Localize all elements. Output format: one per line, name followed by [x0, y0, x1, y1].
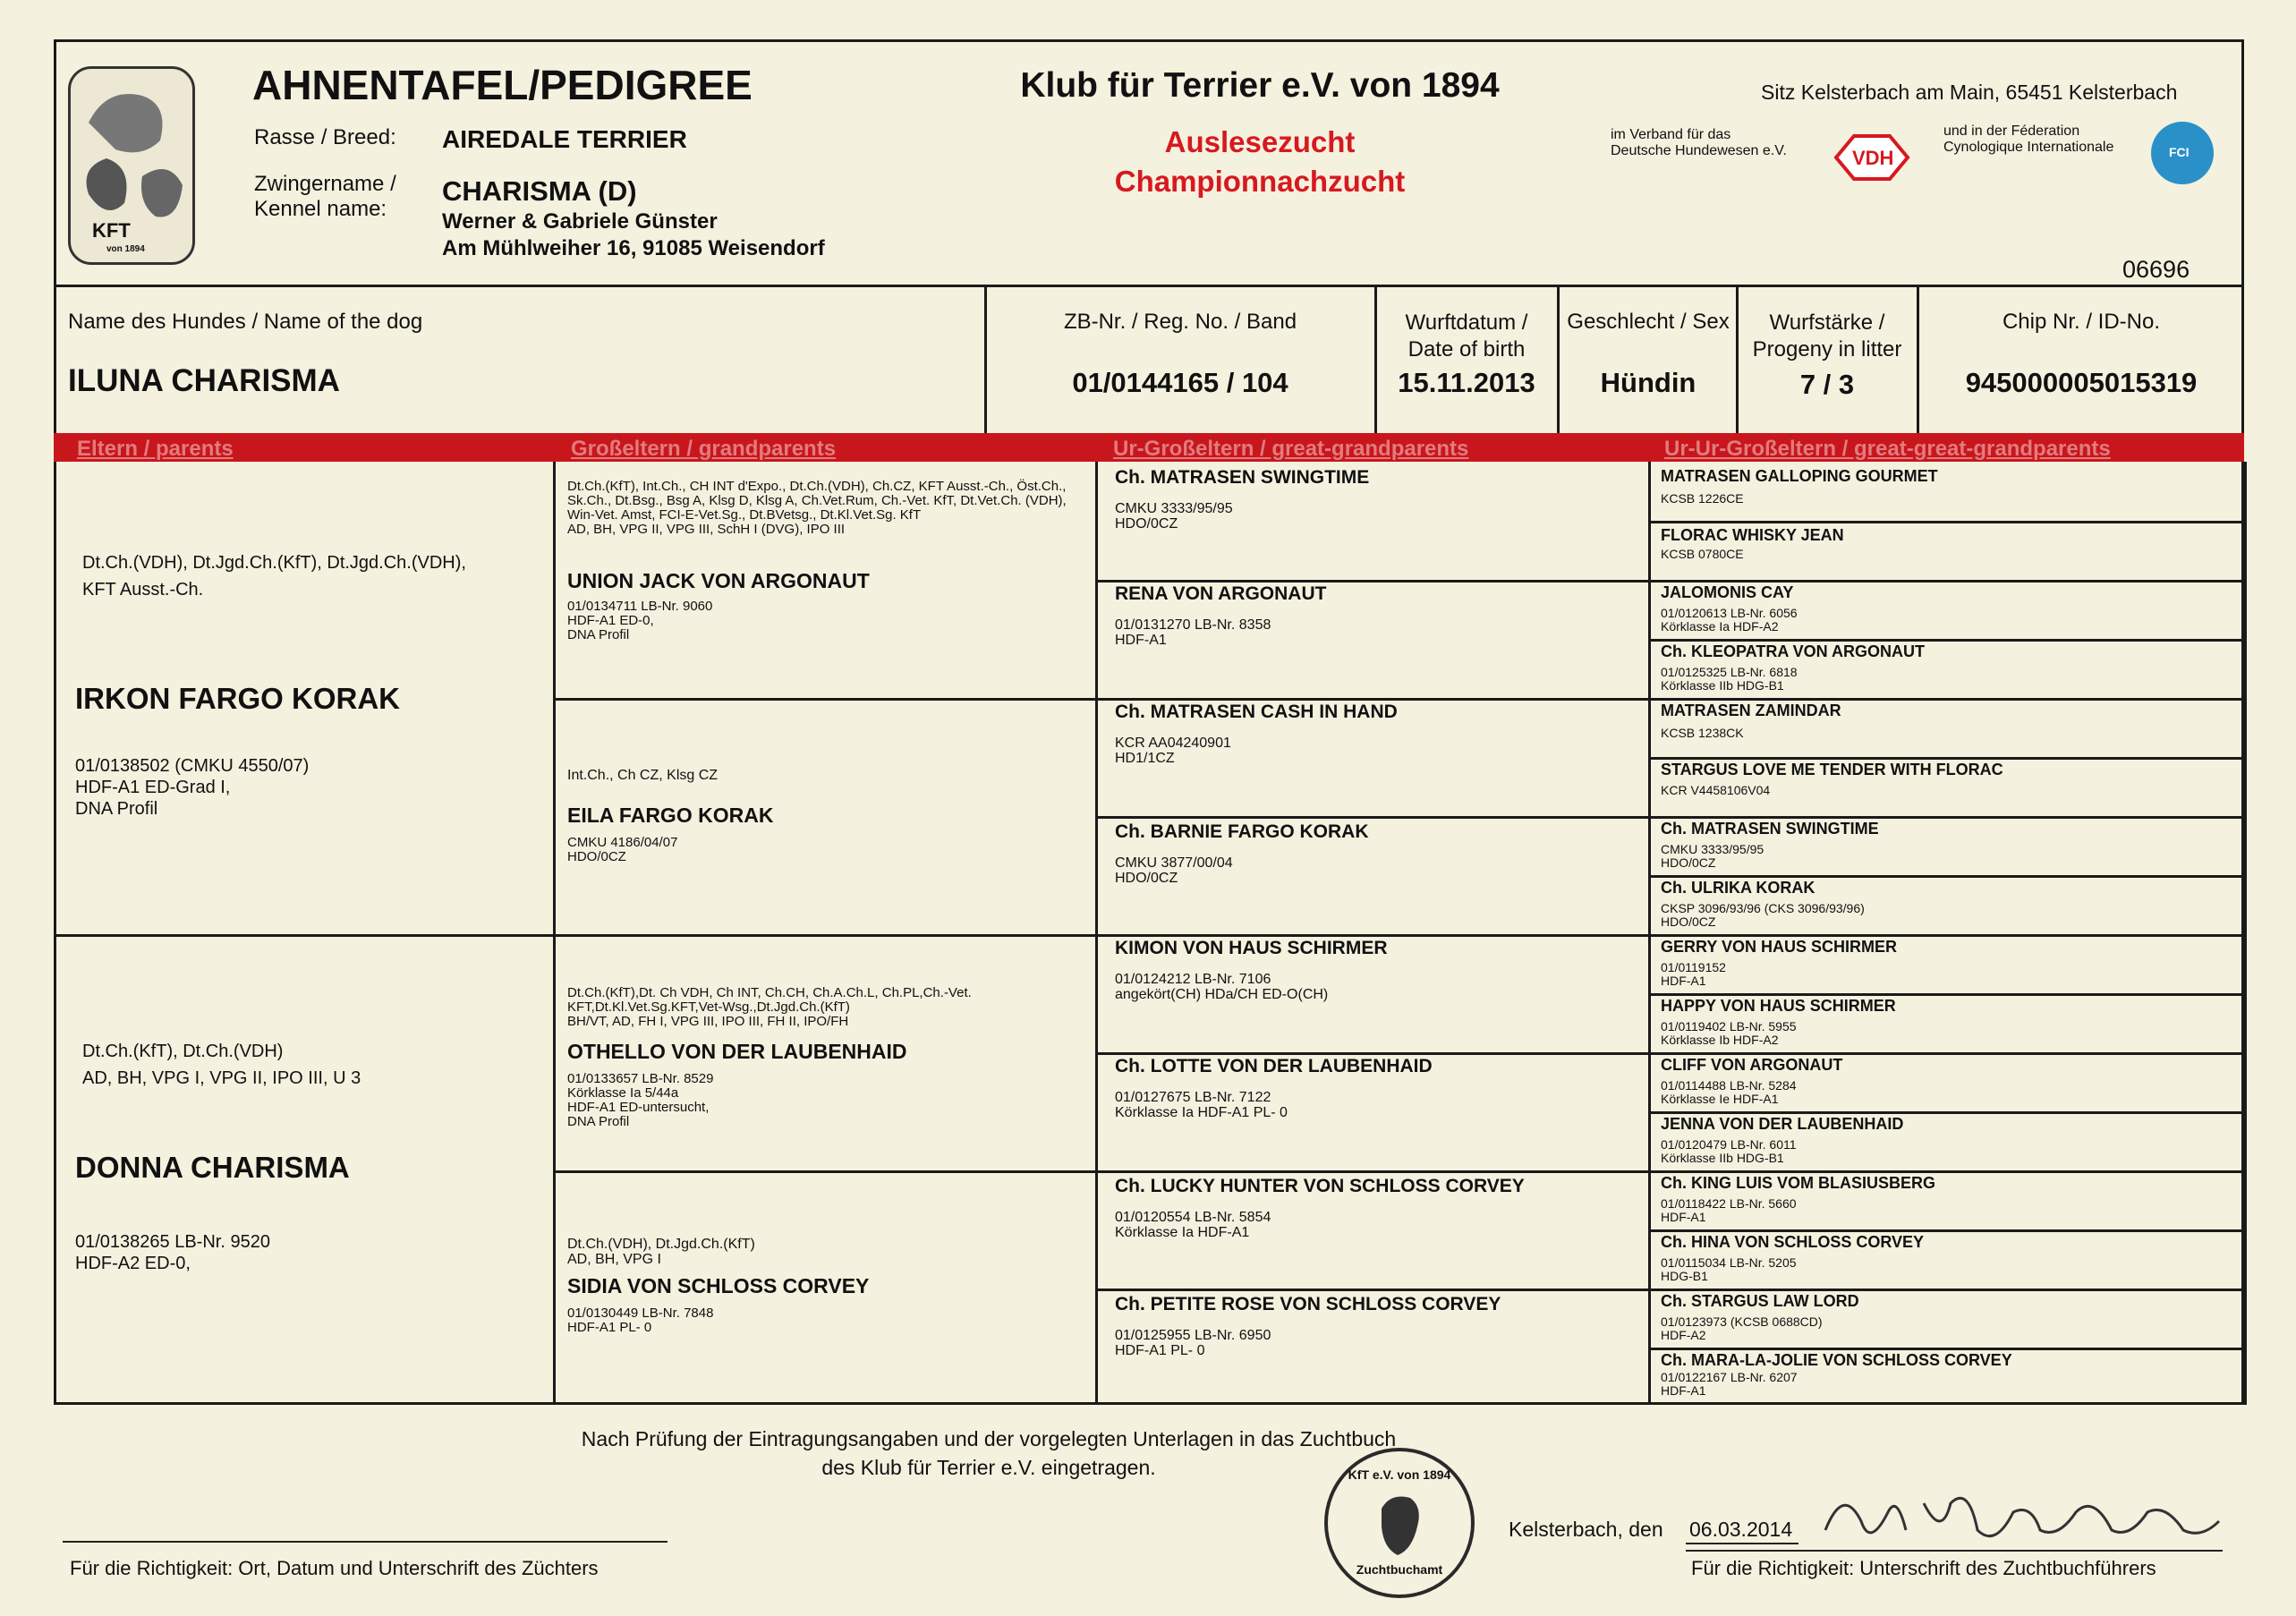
gg-details: CKSP 3096/93/96 (CKS 3096/93/96) HDO/0CZ	[1661, 901, 1865, 929]
signature-scribble	[1816, 1476, 2237, 1557]
column-header-great-great: Ur-Ur-Großeltern / great-great-grandparents	[1664, 437, 2111, 461]
great-grandparent-name: KIMON VON HAUS SCHIRMER	[1115, 938, 1388, 958]
gg-name: FLORAC WHISKY JEAN	[1661, 526, 1844, 544]
litter-label: Wurfstärke / Progeny in litter	[1752, 310, 1902, 361]
registration-statement: Nach Prüfung der Eintragungsangaben und der vorgelegten Unterlagen in das Zuchtbuch des Klub für Terrier e.V. eingetragen.	[581, 1427, 1397, 1479]
grandparent-titles: Dt.Ch.(VDH), Dt.Jgd.Ch.(KfT) AD, BH, VPG I	[567, 1237, 755, 1267]
dob-label: Wurftdatum / Date of birth	[1405, 310, 1528, 361]
chip-value: 945000005015319	[1965, 367, 2198, 398]
gg-name: JALOMONIS CAY	[1661, 583, 1794, 601]
great-grandparent-details: 01/0131270 LB-Nr. 8358 HDF-A1	[1115, 617, 1271, 648]
divider	[2244, 462, 2247, 1405]
parent-details: 01/0138502 (CMKU 4550/07) HDF-A1 ED-Grad I, DNA Profil	[75, 756, 310, 819]
divider	[1095, 462, 1098, 1405]
gg-name: HAPPY VON HAUS SCHIRMER	[1661, 997, 1896, 1015]
divider	[1736, 285, 1739, 433]
divider	[1648, 1289, 2244, 1291]
divider	[1374, 285, 1377, 433]
gg-details: CMKU 3333/95/95 HDO/0CZ	[1661, 842, 1765, 870]
great-grandparent-name: Ch. MATRASEN CASH IN HAND	[1115, 702, 1398, 722]
gg-name: JENNA VON DER LAUBENHAID	[1661, 1115, 1904, 1133]
divider	[1095, 816, 1648, 819]
great-grandparent-name: Ch. LUCKY HUNTER VON SCHLOSS CORVEY	[1115, 1176, 1525, 1196]
divider	[1648, 1229, 2244, 1232]
gg-name: GERRY VON HAUS SCHIRMER	[1661, 938, 1898, 956]
terrier-heads-icon	[71, 69, 192, 262]
gg-details: 01/0120613 LB-Nr. 6056 Körklasse Ia HDF-A2	[1661, 606, 1798, 634]
fci-logo	[2151, 122, 2214, 184]
document-number: 06696	[2122, 256, 2190, 283]
club-seat: Sitz Kelsterbach am Main, 65451 Kelsterbach	[1761, 81, 2178, 104]
divider	[1648, 580, 2244, 583]
breeder-signature-line	[63, 1541, 668, 1543]
reg-value: 01/0144165 / 104	[1072, 367, 1288, 398]
great-grandparent-details: 01/0124212 LB-Nr. 7106 angekört(CH) HDa/CH ED-O(CH)	[1115, 972, 1329, 1002]
kennel-label: Zwingername / Kennel name:	[254, 172, 396, 221]
sex-label: Geschlecht / Sex	[1567, 310, 1730, 334]
great-grandparent-details: 01/0125955 LB-Nr. 6950 HDF-A1 PL- 0	[1115, 1328, 1271, 1358]
kft-logo	[68, 66, 195, 265]
great-grandparent-name: Ch. PETITE ROSE VON SCHLOSS CORVEY	[1115, 1294, 1501, 1314]
gg-name: Ch. MARA-LA-JOLIE VON SCHLOSS CORVEY	[1661, 1351, 2012, 1369]
divider	[1648, 875, 2244, 878]
breed-value: AIREDALE TERRIER	[442, 125, 687, 153]
great-grandparent-name: Ch. BARNIE FARGO KORAK	[1115, 821, 1369, 842]
dog-name: ILUNA CHARISMA	[68, 363, 340, 398]
logo-text: KFT	[92, 219, 131, 242]
parent-titles: Dt.Ch.(VDH), Dt.Jgd.Ch.(KfT), Dt.Jgd.Ch.(VDH), KFT Ausst.-Ch.	[82, 553, 466, 600]
grandparent-titles: Dt.Ch.(KfT), Int.Ch., CH INT d'Expo., Dt.Ch.(VDH), Ch.CZ, KFT Ausst.-Ch., Öst.Ch., Sk.Ch., Dt.Bsg., Bsg A, Klsg D, Klsg A, Ch.Vet.Rum, Ch.-Vet. KfT, Dt.Vet.Ch. (VDH), Win-Vet. Amst, FCI-E-Vet.Sg., Dt.BVetsg., Dt.Kl.Vet.Sg. KfT AD, BH, VPG II, VPG III, SchH I (DVG), IPO III	[567, 479, 1067, 537]
gg-name: Ch. STARGUS LAW LORD	[1661, 1292, 1859, 1310]
divider	[553, 698, 1648, 701]
divider	[1648, 934, 2244, 937]
divider	[1648, 757, 2244, 760]
chip-label: Chip Nr. / ID-No.	[2002, 310, 2161, 334]
grandparent-name: UNION JACK VON ARGONAUT	[567, 569, 870, 592]
divider	[1648, 993, 2244, 996]
stamp-top-text: KfT e.V. von 1894	[1348, 1467, 1451, 1482]
divider	[1557, 285, 1560, 433]
column-header-great: Ur-Großeltern / great-grandparents	[1113, 437, 1469, 461]
divider	[1095, 580, 1648, 583]
gg-name: Ch. ULRIKA KORAK	[1661, 879, 1816, 897]
gg-details: 01/0119152 HDF-A1	[1661, 960, 1726, 988]
divider	[1648, 521, 2244, 523]
divider	[1917, 285, 1919, 433]
great-grandparent-details: CMKU 3333/95/95 HDO/0CZ	[1115, 501, 1233, 532]
gg-details: KCSB 1226CE	[1661, 491, 1744, 506]
column-header-grandparents: Großeltern / grandparents	[571, 437, 837, 461]
grandparent-details: 01/0130449 LB-Nr. 7848 HDF-A1 PL- 0	[567, 1306, 714, 1335]
divider	[54, 934, 1648, 937]
parent-name: DONNA CHARISMA	[75, 1151, 350, 1184]
reg-label: ZB-Nr. / Reg. No. / Band	[1063, 310, 1297, 334]
vdh-logo	[1829, 132, 1915, 183]
divider	[1648, 698, 2244, 701]
great-grandparent-details: 01/0127675 LB-Nr. 7122 Körklasse Ia HDF-A1 PL- 0	[1115, 1090, 1288, 1120]
grandparent-details: CMKU 4186/04/07 HDO/0CZ	[567, 835, 678, 864]
selection-breeding: Auslesezucht	[1164, 125, 1356, 158]
great-grandparent-details: 01/0120554 LB-Nr. 5854 Körklasse Ia HDF-A1	[1115, 1210, 1271, 1240]
divider	[1095, 1289, 1648, 1291]
grandparent-name: OTHELLO VON DER LAUBENHAID	[567, 1040, 907, 1063]
gg-name: Ch. KLEOPATRA VON ARGONAUT	[1661, 642, 1925, 660]
grandparent-titles: Int.Ch., Ch CZ, Klsg CZ	[567, 768, 719, 783]
gg-details: 01/0119402 LB-Nr. 5955 Körklasse Ib HDF-A2	[1661, 1019, 1797, 1047]
gg-name: STARGUS LOVE ME TENDER WITH FLORAC	[1661, 761, 2003, 778]
logo-subtext: von 1894	[106, 244, 145, 254]
breeder-address: Am Mühlweiher 16, 91085 Weisendorf	[442, 236, 825, 260]
divider	[984, 285, 987, 433]
terrier-head-icon	[1373, 1491, 1426, 1559]
parent-details: 01/0138265 LB-Nr. 9520 HDF-A2 ED-0,	[75, 1232, 270, 1273]
divider	[1648, 462, 1651, 1405]
gg-details: KCR V4458106V04	[1661, 783, 1771, 797]
page-title: AHNENTAFEL/PEDIGREE	[252, 62, 753, 108]
sex-value: Hündin	[1600, 367, 1696, 398]
date-line	[1686, 1543, 1799, 1544]
zuchtbuchamt-stamp	[1324, 1448, 1475, 1598]
header-divider	[54, 285, 2244, 287]
great-grandparent-details: KCR AA04240901 HD1/1CZ	[1115, 736, 1231, 766]
gg-details: KCSB 0780CE	[1661, 547, 1744, 561]
gg-name: MATRASEN ZAMINDAR	[1661, 702, 1841, 719]
champion-breeding: Championnachzucht	[1114, 165, 1406, 198]
gg-details: 01/0123973 (KCSB 0688CD) HDF-A2	[1661, 1314, 1823, 1342]
club-name: Klub für Terrier e.V. von 1894	[1020, 66, 1500, 105]
breed-label: Rasse / Breed:	[254, 125, 396, 149]
gg-details: 01/0114488 LB-Nr. 5284 Körklasse Ie HDF-A1	[1661, 1078, 1797, 1106]
parent-name: IRKON FARGO KORAK	[75, 682, 400, 715]
column-header-parents: Eltern / parents	[77, 437, 234, 461]
breeder-name: Werner & Gabriele Günster	[442, 209, 718, 234]
kennel-value: CHARISMA (D)	[442, 175, 637, 207]
gg-name: CLIFF VON ARGONAUT	[1661, 1056, 1843, 1074]
grandparent-details: 01/0133657 LB-Nr. 8529 Körklasse Ia 5/44a HDF-A1 ED-untersucht, DNA Profil	[567, 1071, 714, 1129]
great-grandparent-name: RENA VON ARGONAUT	[1115, 583, 1327, 604]
divider	[1648, 816, 2244, 819]
great-grandparent-name: Ch. LOTTE VON DER LAUBENHAID	[1115, 1056, 1433, 1076]
breeder-signature-label: Für die Richtigkeit: Ort, Datum und Unterschrift des Züchters	[70, 1557, 599, 1579]
dob-value: 15.11.2013	[1398, 367, 1535, 398]
divider	[1648, 1052, 2244, 1055]
divider	[1648, 1111, 2244, 1114]
divider	[1095, 1052, 1648, 1055]
place-date-label: Kelsterbach, den	[1509, 1518, 1663, 1541]
parent-titles: Dt.Ch.(KfT), Dt.Ch.(VDH) AD, BH, VPG I, VPG II, IPO III, U 3	[82, 1042, 361, 1088]
divider	[553, 462, 556, 1405]
divider	[1648, 1170, 2244, 1173]
divider	[553, 1170, 1648, 1173]
gg-name: Ch. KING LUIS VOM BLASIUSBERG	[1661, 1174, 1936, 1192]
gg-details: 01/0122167 LB-Nr. 6207 HDF-A1	[1661, 1370, 1798, 1398]
grandparent-name: EILA FARGO KORAK	[567, 804, 774, 827]
gg-details: 01/0120479 LB-Nr. 6011 Körklasse IIb HDG-B1	[1661, 1137, 1797, 1165]
grandparent-titles: Dt.Ch.(KfT),Dt. Ch VDH, Ch INT, Ch.CH, Ch.A.Ch.L, Ch.PL,Ch.-Vet. KFT,Dt.Kl.Vet.Sg.KFT,Vet-Wsg.,Dt.Jgd.Ch.(KfT) BH/VT, AD, FH I, VPG III, IPO III, FH II, IPO/FH	[567, 985, 972, 1029]
gg-name: Ch. MATRASEN SWINGTIME	[1661, 820, 1879, 838]
gg-name: MATRASEN GALLOPING GOURMET	[1661, 467, 1938, 485]
vdh-text: im Verband für das Deutsche Hundewesen e.V.	[1611, 127, 1787, 158]
gg-name: Ch. HINA VON SCHLOSS CORVEY	[1661, 1233, 1925, 1251]
stamp-bottom-text: Zuchtbuchamt	[1356, 1562, 1443, 1577]
gg-details: 01/0115034 LB-Nr. 5205 HDG-B1	[1661, 1255, 1797, 1283]
gg-details: KCSB 1238CK	[1661, 726, 1744, 740]
litter-value: 7 / 3	[1799, 369, 1855, 400]
great-grandparent-name: Ch. MATRASEN SWINGTIME	[1115, 467, 1370, 488]
great-grandparent-details: CMKU 3877/00/04 HDO/0CZ	[1115, 855, 1233, 886]
divider	[1648, 639, 2244, 642]
keeper-signature-line	[1686, 1550, 2223, 1552]
signature-date: 06.03.2014	[1689, 1518, 1793, 1541]
divider	[1648, 1348, 2244, 1350]
keeper-signature-label: Für die Richtigkeit: Unterschrift des Zuchtbuchführers	[1691, 1557, 2156, 1579]
dog-name-label: Name des Hundes / Name of the dog	[68, 310, 423, 334]
grandparent-name: SIDIA VON SCHLOSS CORVEY	[567, 1274, 870, 1297]
gg-details: 01/0125325 LB-Nr. 6818 Körklasse IIb HDG-B1	[1661, 665, 1798, 693]
grandparent-details: 01/0134711 LB-Nr. 9060 HDF-A1 ED-0, DNA Profil	[567, 599, 713, 642]
gg-details: 01/0118422 LB-Nr. 5660 HDF-A1	[1661, 1196, 1797, 1224]
fci-text: und in der Féderation Cynologique Internationale	[1943, 123, 2114, 155]
fci-logo-text: FCI	[2169, 145, 2190, 159]
vdh-logo-text: VDH	[1852, 147, 1894, 169]
